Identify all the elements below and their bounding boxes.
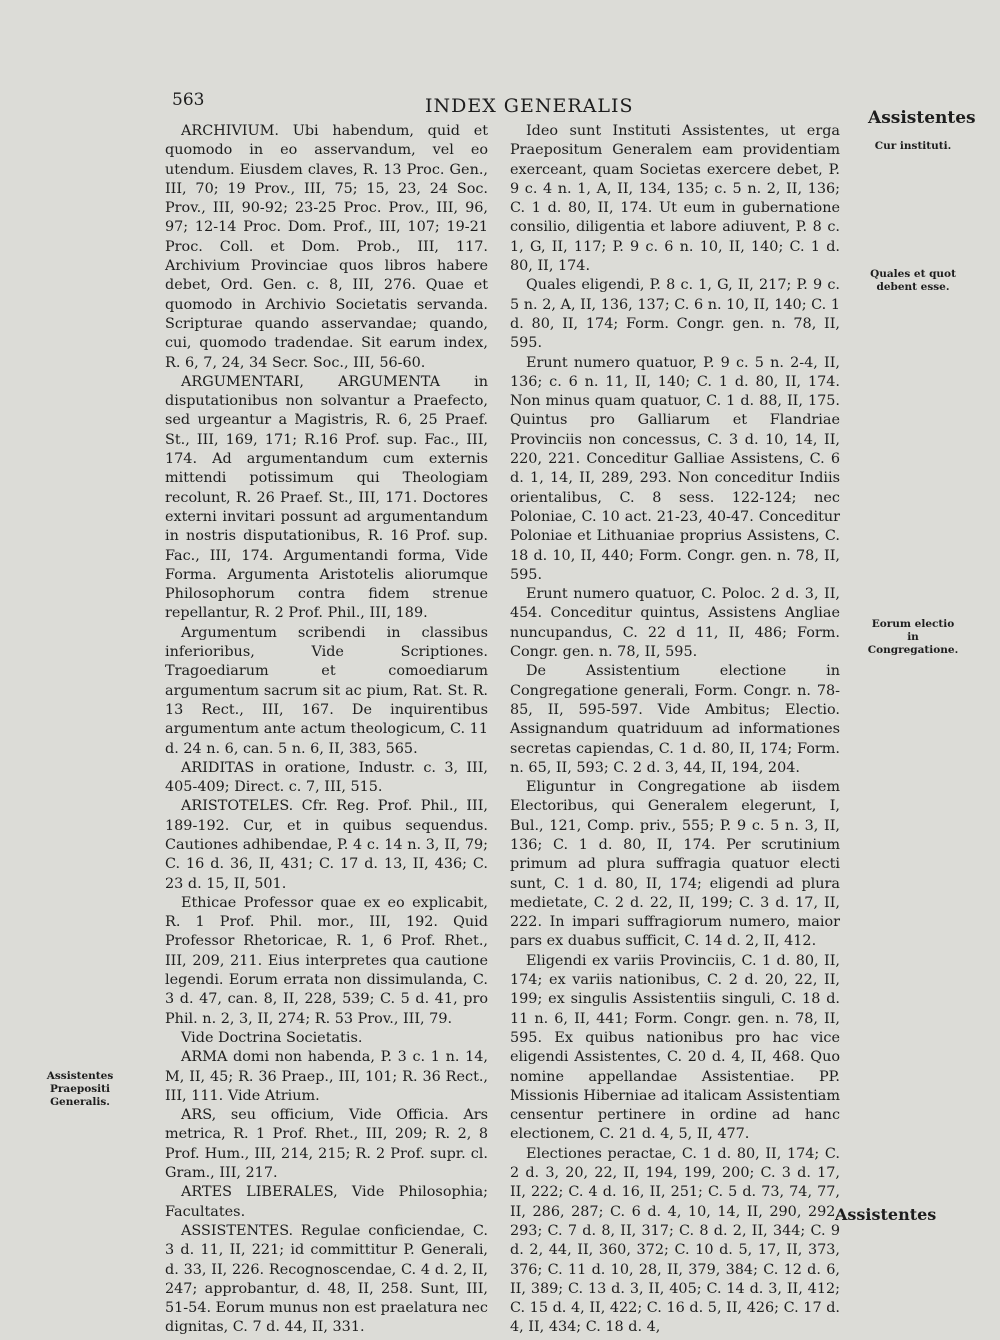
entry-argumentum: Argumentum scribendi in classibus inferioribus, Vide Scriptiones. Tragoediarum et comoediarum argumentum sacrum sit ac pium, Rat. St. R. 13 Rect., III, 167. De inquirentibus argumentum ante actum theologicum, C. 11 d. 24 n. 6, can. 5 n. 6, II, 383, 565. xyxy=(165,624,488,757)
entry-erunt-2: Erunt numero quatuor, C. Poloc. 2 d. 3, II, 454. Conceditur quintus, Assistens Angliae nuncupandus, C. 22 d 11, II, 486; Form. Congr. gen. n. 78, II, 595. xyxy=(510,586,840,661)
entry-archivium: ARCHIVIUM. Ubi habendum, quid et quomodo in eo asservandum, vel eo utendum. Eiusdem claves, R. 13 Proc. Gen., III, 70; 19 Prov., III, 75; 15, 23, 24 Soc. Prov., III, 90-92; 23-25 Proc. Prov., III, 96, 97; 12-14 Proc. Dom. Prof., III, 107; 19-21 Proc. Coll. et Dom. Prob., III, 117. Archivium Provinciae quos libros habere debet, Ord. Gen. c. 8, III, 276. Quae et quomodo in Archivio Societatis servanda. Scripturae quando asservandae; quando, cui, quomodo tradendae. Sit earum index, R. 6, 7, 24, 34 Secr. Soc., III, 56-60. xyxy=(165,123,488,371)
entry-electione: De Assistentium electione in Congregatione generali, Form. Congr. n. 78-85, II, 595-597. Vide Ambitus; Electio. Assignandum quatriduum ad informationes secretas capiendas, C. 1 d. 80, II, 174; Form. n. 65, II, 593; C. 2 d. 3, 44, II, 194, 204. xyxy=(510,663,840,776)
entry-argumentari: ARGUMENTARI, ARGUMENTA in disputationibus non solvantur a Praefecto, sed urgeantur a Magistris, R. 6, 25 Praef. St., III, 169, 171; R.16 Prof. sup. Fac., III, 174. Ad argumentandum cum externis mittendi potissimum qui Theologiam recolunt, R. 26 Praef. St., III, 171. Doctores externi invitari possunt ad argumentandum in nostris disputationibus, R. 16 Prof. sup. Fac., III, 174. Argumentandi forma, Vide Forma. Argumenta Aristotelis aliorumque Philosophorum contra fidem strenue repellantur, R. 2 Prof. Phil., III, 189. xyxy=(165,373,488,622)
margin-note-cur-instituti: Cur instituti. xyxy=(874,140,952,152)
entry-ariditas: ARIDITAS in oratione, Industr. c. 3, III, 405-409; Direct. c. 7, III, 515. xyxy=(165,759,488,796)
catchword: Assistentes xyxy=(835,1205,937,1224)
left-column xyxy=(165,122,488,1338)
entry-eliguntur: Eliguntur in Congregatione ab iisdem Electoribus, qui Generalem elegerunt, I, Bul., 121, Comp. priv., 555; P. 9 c. 5 n. 3, II, 136; C. 1 d. 80, II, 174. Per scrutinium primum ad plura suffragia quatuor electi sunt, C. 1 d. 80, II, 174; eligendi ad plura medietate, C. 2 d. 22, II, 199; C. 3 d. 17, II, 222. In impari suffragiorum numero, maior pars ex duabus sufficit, C. 14 d. 2, II, 412. xyxy=(510,779,840,950)
page-number: 563 xyxy=(172,90,205,110)
entry-quales: Quales eligendi, P. 8 c. 1, G, II, 217; P. 9 c. 5 n. 2, A, II, 136, 137; C. 6 n. 10, II, 140; C. 1 d. 80, II, 174; Form. Congr. gen. n. 78, II, 595. xyxy=(510,277,840,352)
entry-ideo: Ideo sunt Instituti Assistentes, ut erga Praepositum Generalem eam providentiam exerceant, quam Societas exercere debet, P. 9 c. 4 n. 1, A, II, 134, 135; c. 5 n. 2, II, 136; C. 1 d. 80, II, 174. Ut eum in gubernatione consilio, diligentia et labore adiuvent, P. 8 c. 1, G, II, 117; P. 9 c. 6 n. 10, II, 140; C. 1 d. 80, II, 174. xyxy=(510,123,840,275)
corner-heading: Assistentes xyxy=(868,108,976,128)
margin-note-assistentes-praepositi: Assistentes Praepositi Generalis. xyxy=(46,1070,114,1108)
entry-vide-doctrina: Vide Doctrina Societatis. xyxy=(181,1029,363,1046)
running-title: INDEX GENERALIS xyxy=(425,95,634,117)
entry-electiones: Electiones peractae, C. 1 d. 80, II, 174; C. 2 d. 3, 20, 22, II, 194, 199, 200; C. 3 d. 17, II, 222; C. 4 d. 16, II, 251; C. 5 d. 73, 74, 77, II, 286, 287; C. 6 d. 4, 10, 14, II, 290, 292, 293; C. 7 d. 8, II, 317; C. 8 d. 2, II, 344; C. 9 d. 2, 44, II, 360, 372; C. 10 d. 5, 17, II, 373, 376; C. 11 d. 10, 28, II, 379, 384; C. 12 d. 6, II, 389; C. 13 d. 3, II, 405; C. 14 d. 3, II, 412; C. 15 d. 4, II, 422; C. 16 d. 5, II, 426; C. 17 d. 4, II, 434; C. 18 d. 4, xyxy=(510,1145,840,1336)
entry-assistentes: ASSISTENTES. Regulae conficiendae, C. 3 d. 11, II, 221; id committitur P. Generali, d. 33, II, 226. Recognoscendae, C. 4 d. 2, II, 247; approbantur, d. 48, II, 258. Sunt, III, 51-54. Eorum munus non est praelatura nec dignitas, C. 7 d. 44, II, 331. xyxy=(165,1222,488,1336)
entry-erunt-1: Erunt numero quatuor, P. 9 c. 5 n. 2-4, II, 136; c. 6 n. 11, II, 140; C. 1 d. 80, II, 174. Non minus quam quatuor, C. 1 d. 88, II, 175. Quintus pro Galliarum et Flandriae Provinciis non concessus, C. 3 d. 10, 14, II, 220, 221. Conceditur Galliae Assistens, C. 6 d. 1, 14, II, 289, 293. Non conceditur Indiis orientalibus, C. 8 sess. 122-124; nec Poloniae, C. 10 act. 21-23, 40-47. Conceditur Poloniae et Lithuaniae proprius Assistens, C. 18 d. 10, II, 440; Form. Congr. gen. n. 78, II, 595. xyxy=(510,354,840,583)
entry-ethicae: Ethicae Professor quae ex eo explicabit, R. 1 Prof. Phil. mor., III, 192. Quid Professor Rhetoricae, R. 1, 6 Prof. Rhet., III, 209, 211. Eius interpretes qua cautione legendi. Eorum errata non dissimulanda, C. 3 d. 47, can. 8, II, 228, 539; C. 5 d. 41, pro Phil. n. 2, 3, II, 274; R. 53 Prov., III, 79. xyxy=(165,894,488,1027)
entry-aristoteles: ARISTOTELES. Cfr. Reg. Prof. Phil., III, 189-192. Cur, et in quibus sequendus. Cautiones adhibendae, P. 4 c. 14 n. 3, II, 79; C. 16 d. 36, II, 431; C. 17 d. 13, II, 436; C. 23 d. 15, II, 501. xyxy=(165,798,488,892)
entry-arma: ARMA domi non habenda, P. 3 c. 1 n. 14, M, II, 45; R. 36 Praep., III, 101; R. 36 Rect., III, 111. Vide Atrium. xyxy=(165,1049,488,1104)
entry-ars: ARS, seu officium, Vide Officia. Ars metrica, R. 1 Prof. Rhet., III, 209; R. 2, 8 Prof. Hum., III, 214, 215; R. 2 Prof. supr. cl. Gram., III, 217. xyxy=(165,1107,488,1182)
right-column xyxy=(510,122,840,1338)
entry-artes-liberales: ARTES LIBERALES, Vide Philosophia; Facultates. xyxy=(165,1184,488,1220)
entry-eligendi: Eligendi ex variis Provinciis, C. 1 d. 80, II, 174; ex variis nationibus, C. 2 d. 20, 22, II, 199; ex singulis Assistentiis singuli, C. 18 d. 11 n. 6, II, 441; Form. Congr. gen. n. 78, II, 595. Ex quibus nationibus pro hac vice eligendi Assistentes, C. 20 d. 4, II, 468. Quo nomine appellandae Assistentiae. PP. Missionis Hiberniae ad italicam Assistentiam censentur pertinere in ordine ad hanc electionem, C. 21 d. 4, 5, II, 477. xyxy=(510,952,840,1143)
margin-note-eorum-electio: Eorum electio in Congregatione. xyxy=(867,618,959,656)
margin-note-quales: Quales et quot debent esse. xyxy=(870,268,956,293)
